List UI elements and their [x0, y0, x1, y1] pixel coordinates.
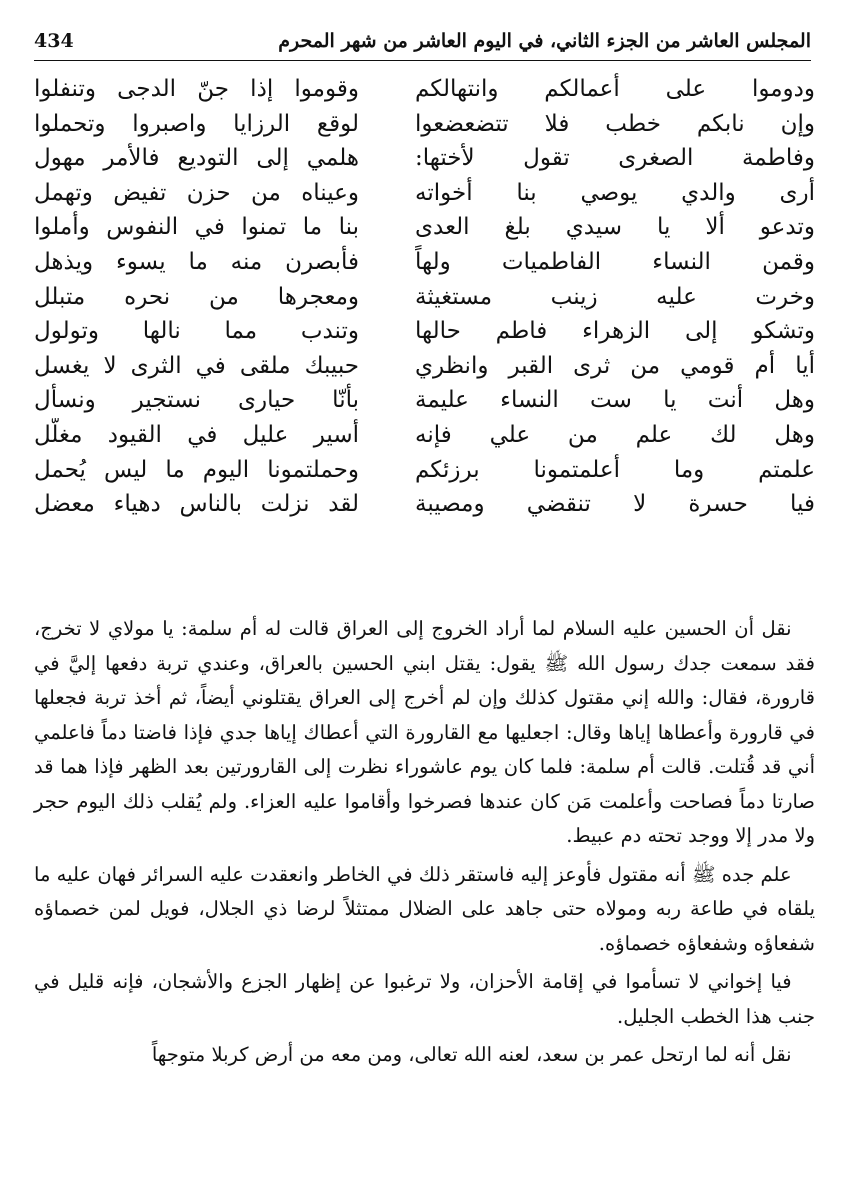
verse-first-hemistich: أيا أم قومي من ثرى القبر وانظري: [415, 352, 815, 379]
poem-verse: [34, 176, 815, 211]
prose-body: [34, 612, 815, 1075]
paragraph: فيا إخواني لا تسأموا في إقامة الأحزان، ولا ترغبوا عن إظهار الجزع والأشجان، فإنه قليل في جنب هذا الخطب الجليل.: [34, 970, 815, 1028]
verse-second-hemistich: هلمي إلى التوديع فالأمر مهول: [34, 145, 359, 172]
verse-first-hemistich: وفاطمة الصغرى تقول لأختها:: [415, 145, 815, 172]
poem-verse: [34, 418, 815, 453]
running-header: [34, 28, 811, 61]
verse-first-hemistich: علمتم وما أعلمتمونا برزئكم: [415, 456, 815, 483]
poem-verse: [34, 72, 815, 107]
verse-second-hemistich: أسير عليل في القيود مغلّل: [34, 421, 359, 448]
verse-second-hemistich: لوقع الرزايا واصبروا وتحملوا: [34, 110, 359, 137]
poem: [34, 72, 815, 522]
verse-second-hemistich: وحملتمونا اليوم ما ليس يُحمل: [34, 456, 359, 483]
verse-second-hemistich: وتندب مما نالها وتولول: [34, 318, 359, 345]
verse-second-hemistich: فأبصرن منه ما يسوء ويذهل: [34, 248, 359, 275]
poem-verse: [34, 141, 815, 176]
poem-verse: [34, 383, 815, 418]
poem-verse: [34, 314, 815, 349]
poem-verse: [34, 349, 815, 384]
verse-second-hemistich: بنا ما تمنوا في النفوس وأملوا: [34, 214, 359, 241]
header-title: المجلس العاشر من الجزء الثاني، في اليوم العاشر من شهر المحرم: [278, 30, 811, 52]
verse-first-hemistich: وتدعو ألا يا سيدي بلغ العدى: [415, 214, 815, 241]
verse-first-hemistich: أرى والدي يوصي بنا أخواته: [415, 179, 815, 206]
verse-first-hemistich: وتشكو إلى الزهراء فاطم حالها: [415, 318, 815, 345]
page-number: 434: [34, 30, 74, 52]
poem-verse: [34, 107, 815, 142]
verse-second-hemistich: وقوموا إذا جنّ الدجى وتنفلوا: [34, 76, 359, 102]
verse-second-hemistich: وعيناه من حزن تفيض وتهمل: [34, 179, 359, 206]
verse-first-hemistich: فيا حسرة لا تنقضي ومصيبة: [415, 491, 815, 518]
verse-first-hemistich: وقمن النساء الفاطميات ولهاً: [415, 248, 815, 275]
poem-verse: [34, 245, 815, 280]
paragraph: علم جده ﷺ أنه مقتول فأوعز إليه فاستقر ذلك في الخاطر وانعقدت عليه السرائر فهان عليه ما يلقاه في طاعة ربه ومولاه حتى جاهد على الضلال ممتثلاً لرضا ذي الجلال، فويل لمن خصماؤه شفعاؤه وشفعاؤه خصماؤه.: [34, 862, 815, 955]
poem-verse: [34, 210, 815, 245]
verse-first-hemistich: ودوموا على أعمالكم وانتهالكم: [415, 76, 815, 102]
verse-second-hemistich: بأنّا حيارى نستجير ونسأل: [34, 387, 359, 414]
poem-verse: [34, 280, 815, 315]
verse-first-hemistich: وخرت عليه زينب مستغيثة: [415, 283, 815, 310]
poem-verse: [34, 487, 815, 522]
verse-second-hemistich: ومعجرها من نحره متبلل: [34, 283, 359, 310]
verse-second-hemistich: حبيبك ملقى في الثرى لا يغسل: [34, 352, 359, 379]
poem-verse: [34, 453, 815, 488]
verse-first-hemistich: وهل أنت يا ست النساء عليمة: [415, 387, 815, 414]
verse-first-hemistich: وهل لك علم من علي فإنه: [415, 421, 815, 448]
verse-second-hemistich: لقد نزلت بالناس دهياء معضل: [34, 491, 359, 518]
paragraph: نقل أن الحسين عليه السلام لما أراد الخروج إلى العراق قالت له أم سلمة: يا مولاي لا تخرج، فقد سمعت جدك رسول الله ﷺ يقول: يقتل ابني الحسين بالعراق، وعندي تربة دفعها إليَّ في قارورة، فقال: والله إني مقتول كذلك وإن لم أخرج إلى العراق يقتلوني أيضاً، ثم أخذ تربة فجعلها في قارورة وأعطاها إياها وقال: اجعليها مع القارورة التي أعطاك إياها جدي فإذا فاضتا دماً فاعلمي أني قد قُتلت. قالت أم سلمة: فلما كان يوم عاشوراء نظرت إلى القارورتين بعد الظهر فإذا هما قد صارتا دماً فصاحت وأعلمت مَن كان عندها فصرخوا وأقاموا عليه العزاء. ولم يُقلب ذلك اليوم حجر ولا مدر إلا ووجد تحته دم عبيط.: [34, 617, 815, 847]
verse-first-hemistich: وإن نابكم خطب فلا تتضعضعوا: [415, 110, 815, 137]
paragraph: نقل أنه لما ارتحل عمر بن سعد، لعنه الله تعالى، ومن معه من أرض كربلا متوجهاً: [151, 1043, 792, 1066]
